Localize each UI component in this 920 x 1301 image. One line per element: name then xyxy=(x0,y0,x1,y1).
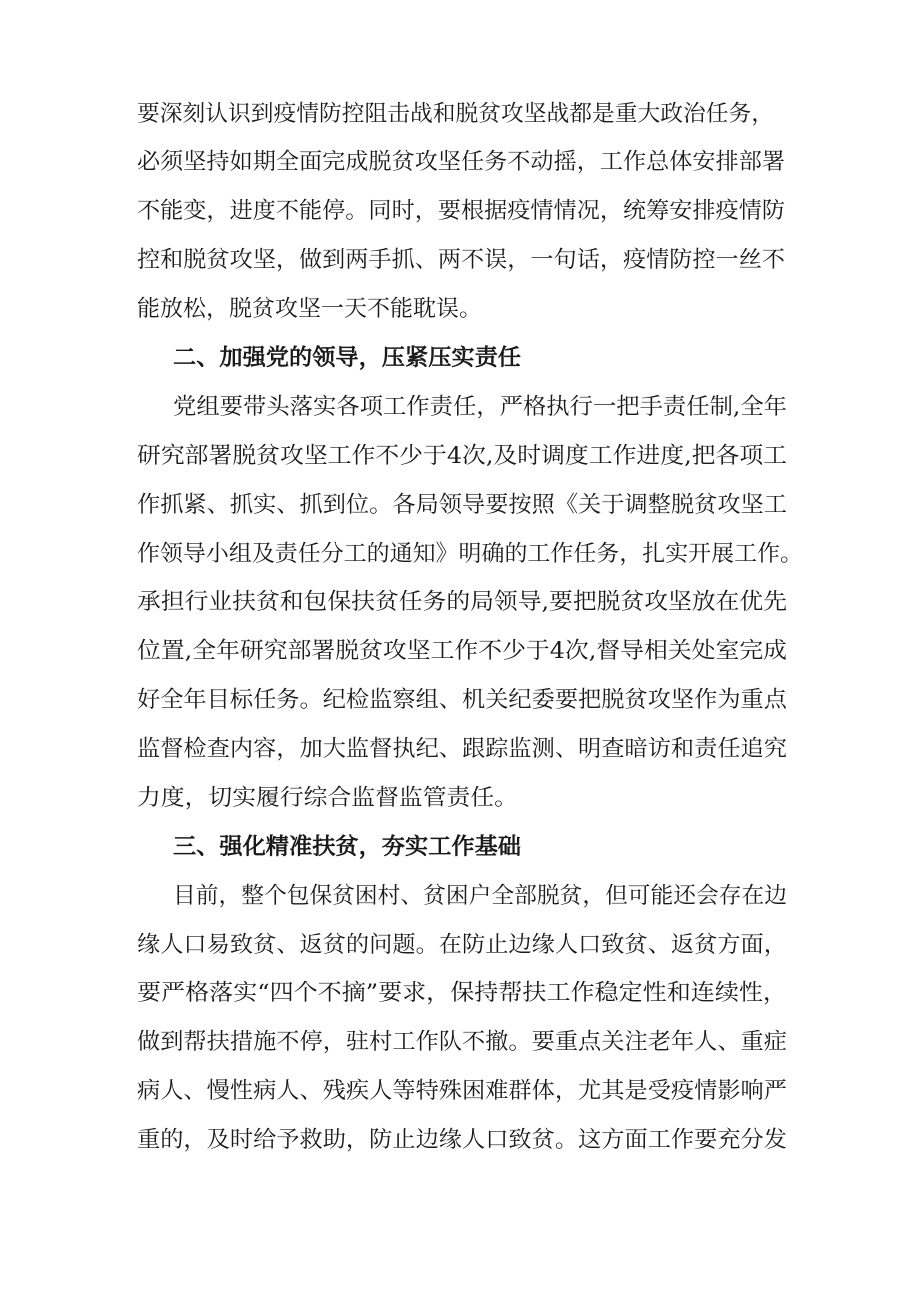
body-line: 目前，整个包保贫困村、贫困户全部脱贫，但可能还会存在边 xyxy=(173,883,787,909)
body-line: 控和脱贫攻坚，做到两手抓、两不误，一句话，疫情防控一丝不 xyxy=(137,247,786,273)
section-heading: 三、强化精准扶贫，夯实工作基础 xyxy=(173,834,521,860)
section-heading: 二、加强党的领导，压紧压实责任 xyxy=(173,345,521,371)
body-line: 要严格落实“四个不摘”要求，保持帮扶工作稳定性和连续性， xyxy=(137,980,787,1006)
body-line: 能放松，脱贫攻坚一天不能耽误。 xyxy=(137,296,483,322)
body-line: 好全年目标任务。纪检监察组、机关纪委要把脱贫攻坚作为重点 xyxy=(137,687,787,713)
body-line: 重的，及时给予救助，防止边缘人口致贫。这方面工作要充分发 xyxy=(137,1127,787,1153)
body-line: 作领导小组及责任分工的通知》明确的工作任务，扎实开展工作。 xyxy=(137,541,803,567)
body-line: 承担行业扶贫和包保扶贫任务的局领导,要把脱贫攻坚放在优先 xyxy=(137,589,787,615)
body-line: 研究部署脱贫攻坚工作不少于4次,及时调度工作进度,把各项工 xyxy=(137,443,787,469)
body-line: 要深刻认识到疫情防控阻击战和脱贫攻坚战都是重大政治任务， xyxy=(137,101,774,127)
body-line: 位置,全年研究部署脱贫攻坚工作不少于4次,督导相关处室完成 xyxy=(137,638,787,664)
body-line: 必须坚持如期全面完成脱贫攻坚任务不动摇，工作总体安排部署 xyxy=(137,149,786,175)
body-line: 作抓紧、抓实、抓到位。各局领导要按照《关于调整脱贫攻坚工 xyxy=(137,492,787,518)
body-line: 缘人口易致贫、返贫的问题。在防止边缘人口致贫、返贫方面， xyxy=(137,932,787,958)
body-line: 党组要带头落实各项工作责任，严格执行一把手责任制,全年 xyxy=(173,394,787,420)
body-line: 力度，切实履行综合监督监管责任。 xyxy=(137,785,518,811)
body-line: 监督检查内容，加大监督执纪、跟踪监测、明查暗访和责任追究 xyxy=(137,736,787,762)
body-line: 不能变，进度不能停。同时，要根据疫情情况，统筹安排疫情防 xyxy=(137,198,786,224)
body-line: 病人、慢性病人、残疾人等特殊困难群体，尤其是受疫情影响严 xyxy=(137,1078,787,1104)
body-line: 做到帮扶措施不停，驻村工作队不撤。要重点关注老年人、重症 xyxy=(137,1029,787,1055)
